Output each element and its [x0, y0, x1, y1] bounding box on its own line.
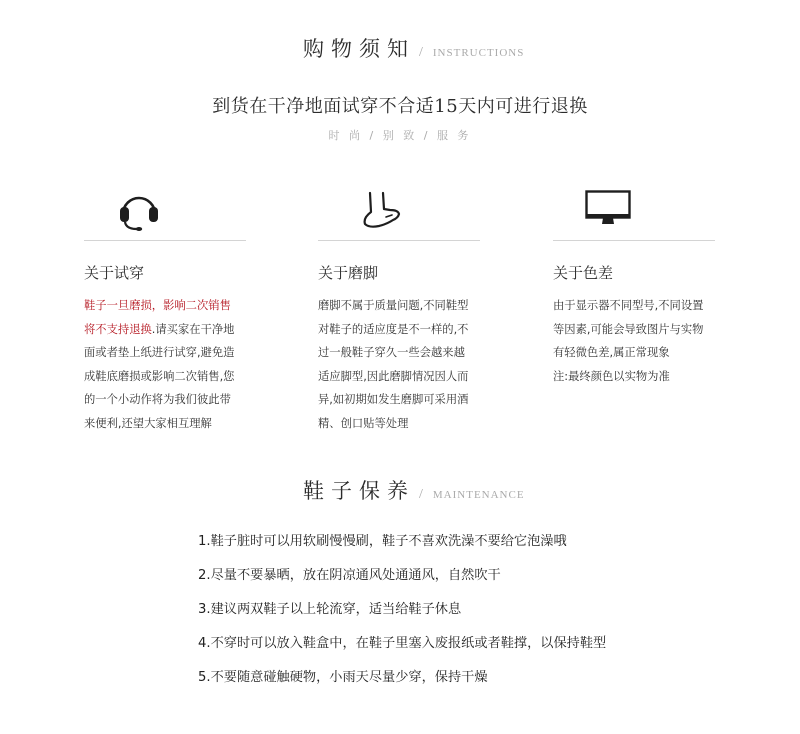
chafing-line: 过一般鞋子穿久一些会越来越 — [318, 346, 465, 359]
maintenance-title: 鞋子保养 — [303, 479, 415, 503]
try-on-line: 的一个小动作将为我们彼此带 — [84, 393, 231, 406]
color-diff-line: 等因素,可能会导致图片与实物 — [553, 322, 704, 336]
try-on-text — [84, 294, 264, 435]
try-on-line: 成鞋底磨损或影响二次销售,您 — [84, 369, 235, 383]
maintenance-tip: 3.建议两双鞋子以上轮流穿，适当给鞋子休息 — [198, 602, 462, 617]
color-diff-title: 关于色差 — [553, 264, 614, 282]
headset-icon — [116, 192, 162, 232]
instructions-title: 购物须知 — [303, 37, 415, 61]
try-on-warning-line: 将不支持退换 — [84, 322, 152, 336]
color-diff-line: 注:最终颜色以实物为准 — [553, 369, 670, 383]
chafing-line: 对鞋子的适应度是不一样的,不 — [318, 322, 469, 336]
tagline: 时 尚 / 别 致 / 服 务 — [328, 129, 472, 142]
maintenance-tip: 2.尽量不要暴晒，放在阴凉通风处通通风，自然吹干 — [198, 568, 501, 583]
try-on-warning-line: 鞋子一旦磨损，影响二次销售 — [84, 299, 231, 312]
maintenance-tip: 5.不要随意碰触硬物，小雨天尽量少穿，保持干燥 — [198, 670, 488, 685]
heading-slash: / — [419, 45, 423, 60]
maintenance-tip: 4.不穿时可以放入鞋盒中，在鞋子里塞入废报纸或者鞋撑，以保持鞋型 — [198, 636, 607, 651]
column-divider — [553, 240, 715, 241]
column-divider — [318, 240, 480, 241]
try-on-line: 面或者垫上纸进行试穿,避免造 — [84, 346, 235, 359]
monitor-icon — [585, 190, 631, 230]
color-diff-text — [553, 294, 733, 388]
maintenance-heading — [303, 475, 525, 505]
instructions-title-en: INSTRUCTIONS — [432, 47, 525, 59]
chafing-line: 适应脚型,因此磨脚情况因人而 — [318, 369, 469, 383]
column-divider — [84, 240, 246, 241]
maintenance-title-en: MAINTENANCE — [432, 489, 525, 501]
try-on-line-text: .请买家在干净地 — [151, 322, 235, 336]
try-on-line: 来便利,还望大家相互理解 — [84, 416, 212, 430]
color-diff-line: 有轻微色差,属正常现象 — [553, 346, 670, 359]
chafing-line: 异,如初期如发生磨脚可采用酒 — [318, 393, 469, 406]
foot-icon — [357, 190, 403, 230]
instructions-heading — [303, 33, 524, 63]
color-diff-line: 由于显示器不同型号,不同设置 — [553, 299, 704, 312]
maintenance-tip: 1.鞋子脏时可以用软刷慢慢刷，鞋子不喜欢洗澡不要给它泡澡哦 — [198, 534, 567, 549]
chafing-text — [318, 294, 498, 435]
heading-slash: / — [419, 487, 423, 502]
chafing-line: 精、创口贴等处理 — [318, 416, 409, 430]
return-policy-subtitle: 到货在干净地面试穿不合适15天内可进行退换 — [212, 96, 588, 117]
chafing-line: 磨脚不属于质量问题,不同鞋型 — [318, 299, 469, 312]
try-on-line — [84, 318, 264, 342]
chafing-title: 关于磨脚 — [318, 264, 379, 282]
try-on-title: 关于试穿 — [84, 264, 145, 282]
